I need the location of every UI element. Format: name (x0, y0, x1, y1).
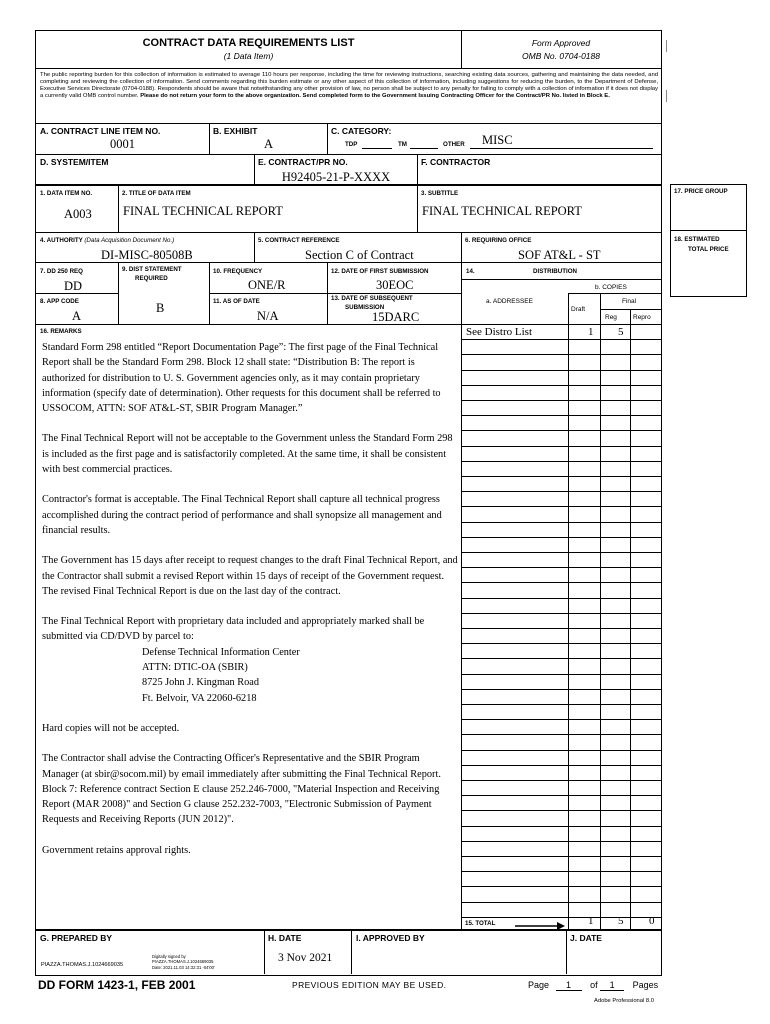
grid-row-line (461, 339, 661, 340)
block-e-label: E. CONTRACT/PR NO. (258, 157, 348, 167)
authority-note: (Data Acquisition Document No.) (84, 237, 175, 244)
data-item-subtitle: FINAL TECHNICAL REPORT (422, 204, 582, 218)
data-item-number: A003 (64, 207, 92, 221)
estimated-label: 18. ESTIMATED (674, 236, 720, 243)
as-of-date-value: N/A (257, 309, 279, 323)
remark-paragraph: The Government has 15 days after receipt to request changes to the draft Final Technical Report, and the Contractor shall submit a revised Report within 15 days of receipt of the Government request. The revised Final Technical Report is due on the last day of the contract. (42, 555, 458, 597)
remark-paragraph: The Contractor shall advise the Contracting Officer's Representative and the SBIR Program Manager (at sbir@socom.mil) by email immediately after submitting the Final Technical Report. (42, 753, 441, 780)
form-approved: Form Approved (531, 38, 591, 48)
block-b-label: B. EXHIBIT (213, 126, 258, 136)
grid-row-line (461, 795, 661, 796)
total-arrow (515, 918, 565, 936)
burden-text: The public reporting burden for this collection of information is estimated to average 110 hours per response, including the time for reviewing instructions, searching existing data sources, gathering and maintaining the data needed, and completing and reviewing the collection of information. Send comments regarding this burden estimate or any other aspect of this collection of information, including suggestions for reducing the burden, to the Department of Defense, Executive Services Directorate (0704-0188). Respondents should be aware that notwithstanding any other provision of law, no person shall be subject to any penalty for failing to comply with a collection of information if it does not display a currently valid OMB control number. (40, 72, 658, 100)
rule (566, 929, 567, 974)
grid-row-line (461, 856, 661, 857)
grid-row-line (461, 491, 661, 492)
rule (35, 184, 661, 186)
rule (118, 185, 119, 232)
tm-line (410, 148, 438, 149)
grid-row-line (461, 582, 661, 583)
header-divider (461, 30, 462, 68)
grid-row-line (461, 476, 661, 477)
item-9-label: 9. DIST STATEMENT (122, 266, 182, 273)
remark-paragraph: Standard Form 298 entitled “Report Documentation Page”: The first page of the Final Technical Report shall be the Standard Form 298. Block 12 shall state: “Distribution B: The report is authorized for distribution to U. S. Government agencies only, as it may contain proprietary information (specify date of determination). Other requests for this document shall be referred to USSOCOM, ATTN: SOF AT&L-ST, SBIR Program Manager.” (42, 342, 441, 415)
authority-label: 4. AUTHORITY (40, 237, 83, 244)
dist-statement-value: B (156, 301, 165, 315)
item-12-label: 12. DATE OF FIRST SUBMISSION (331, 268, 429, 275)
remark-paragraph: The Final Technical Report will not be acceptable to the Government unless the Standard Form 298 is included as the first page and is satisfactorily completed. At the same time, it shall be consistent with best commercial practices. (42, 433, 453, 476)
burden-statement (40, 72, 658, 100)
remark-paragraph: Contractor's format is acceptable. The Final Technical Report shall capture all technical progress accomplished during the contract period of performance and shall synopsize all management and financial results. (42, 494, 442, 536)
form-subtitle: (1 Data Item) (223, 51, 274, 61)
remarks-label: 16. REMARKS (40, 328, 82, 335)
g-label: G. PREPARED BY (40, 933, 113, 943)
repro-heading: Repro (633, 314, 651, 321)
grid-row-line (461, 886, 661, 887)
item-13-submission: SUBMISSION (345, 304, 385, 311)
grid-row-line (461, 765, 661, 766)
grid-row-line (461, 370, 661, 371)
of-word: of (590, 980, 598, 990)
grid-row-line (461, 598, 661, 599)
total-price-label: TOTAL PRICE (688, 246, 729, 253)
total-repro: 0 (649, 915, 655, 927)
grid-row-line (461, 750, 661, 751)
app-code-value: A (72, 309, 82, 323)
adobe-note: Adobe Professional 8.0 (594, 998, 654, 1004)
rule (417, 185, 418, 232)
grid-column-line (630, 309, 631, 929)
item-1-label: 1. DATA ITEM NO. (40, 190, 93, 197)
requiring-office-value: SOF AT&L - ST (518, 248, 601, 262)
rule (461, 279, 661, 280)
total-label: 15. TOTAL (465, 920, 496, 927)
item-7-label: 7. DD 250 REQ (40, 268, 83, 275)
grid-row-line (461, 446, 661, 447)
grid-row-line (461, 826, 661, 827)
margin-mark (666, 90, 667, 102)
category-other: OTHER (443, 141, 465, 148)
authority-value: DI-MISC-80508B (101, 248, 193, 262)
category-value: MISC (482, 133, 513, 147)
grid-row-line (461, 674, 661, 675)
block-e-value: H92405-21-P-XXXX (281, 170, 391, 184)
item-14-label: 14. (466, 268, 475, 275)
h-label: H. DATE (268, 933, 302, 943)
address-line: Ft. Belvoir, VA 22060-6218 (142, 692, 257, 704)
rule (670, 230, 747, 231)
grid-row-line (461, 902, 661, 903)
grid-row-line (461, 643, 661, 644)
distro-addressee: See Distro List (466, 326, 532, 338)
total-draft: 1 (588, 915, 594, 927)
rule (568, 293, 661, 294)
rule (461, 232, 462, 262)
address-line: ATTN: DTIC-OA (SBIR) (142, 662, 248, 674)
omb-number: OMB No. 0704-0188 (522, 51, 600, 61)
remarks-divider (461, 324, 462, 929)
distribution-heading: DISTRIBUTION (533, 268, 577, 275)
grid-row-line (461, 567, 661, 568)
grid-column-line (568, 293, 569, 929)
address-line: 8725 John J. Kingman Road (142, 677, 259, 689)
price-group-label: 17. PRICE GROUP (674, 188, 728, 195)
total-reg: 5 (618, 915, 624, 927)
first-submission-value: 30EOC (376, 278, 414, 292)
remark-paragraph: Hard copies will not be accepted. (42, 722, 180, 734)
page-number: 1 (556, 980, 582, 991)
subsequent-submission-value: 15DARC (372, 310, 420, 324)
rule (254, 232, 255, 262)
item-9-required: REQUIRED (135, 275, 168, 282)
item-2-label: 2. TITLE OF DATA ITEM (122, 190, 191, 197)
grid-row-line (461, 871, 661, 872)
distro-draft: 1 (588, 326, 594, 338)
distro-reg: 5 (618, 326, 624, 338)
rule (35, 123, 661, 124)
other-line (470, 148, 653, 149)
page-indicator (528, 980, 658, 991)
block-d-label: D. SYSTEM/ITEM (40, 157, 109, 167)
form-id: DD FORM 1423-1, FEB 2001 (38, 978, 196, 992)
form-title: CONTRACT DATA REQUIREMENTS LIST (142, 37, 355, 49)
grid-row-line (461, 415, 661, 416)
rule (327, 123, 328, 154)
remarks-body (42, 340, 458, 858)
final-heading: Final (622, 298, 637, 305)
grid-row-line (461, 613, 661, 614)
margin-mark (666, 40, 667, 52)
grid-row-line (461, 400, 661, 401)
category-tm: TM (398, 141, 407, 148)
data-item-title: FINAL TECHNICAL REPORT (123, 204, 283, 218)
addressee-heading: a. ADDRESSEE (486, 298, 533, 305)
grid-row-line (461, 719, 661, 720)
remark-paragraph: Block 7: Reference contract Section E clause 252.246-7000, "Material Inspection and Receiving Report (MAR 2008)" and Section G clause 252.232-7003, "Electronic Submission of Payment Requests and Receiving Reports (JUN 2012)". (42, 783, 440, 826)
signature-line: Date: 2021.11.03 14:32:31 -04'00' (152, 964, 215, 970)
rule (35, 68, 661, 69)
category-tdp: TDP (345, 141, 358, 148)
prepared-date: 3 Nov 2021 (278, 952, 333, 964)
item-8-label: 8. APP CODE (40, 298, 79, 305)
draft-heading: Draft (571, 306, 586, 313)
grid-row-line (461, 354, 661, 355)
signature-line: PIAZZA.THOMAS.J.1024669035 (152, 959, 214, 965)
rule (35, 262, 661, 263)
page-total: 1 (600, 980, 624, 991)
grid-row-line (461, 506, 661, 507)
grid-row-line (461, 689, 661, 690)
rule (35, 232, 661, 233)
item-3-label: 3. SUBTITLE (421, 190, 459, 197)
grid-row-line (461, 704, 661, 705)
block-a-label: A. CONTRACT LINE ITEM NO. (40, 126, 161, 136)
reg-heading: Reg (605, 314, 617, 321)
grid-row-line (461, 658, 661, 659)
item-10-label: 10. FREQUENCY (213, 268, 263, 275)
rule (417, 154, 418, 184)
block-a-value: 0001 (110, 137, 135, 151)
dd250-value: DD (64, 279, 83, 293)
grid-row-line (461, 461, 661, 462)
address-line: Defense Technical Information Center (142, 646, 300, 658)
grid-row-line (461, 430, 661, 431)
burden-bold-text: Please do not return your form to the above organization. Send completed form to the Government Issuing Contracting Officer for the Contract/PR No. listed in Block E. (140, 93, 610, 100)
prepared-by-name: PIAZZA.THOMAS.J.1024669035 (41, 962, 124, 968)
grid-row-line (461, 522, 661, 523)
item-13-label: 13. DATE OF SUBSEQUENT (331, 295, 413, 302)
grid-row-line (461, 810, 661, 811)
block-c-label: C. CATEGORY: (331, 126, 392, 136)
grid-column-line (600, 293, 601, 929)
rule (351, 929, 352, 974)
previous-edition: PREVIOUS EDITION MAY BE USED. (292, 980, 447, 990)
rule (264, 929, 265, 974)
rule (209, 293, 461, 294)
grid-row-line (461, 628, 661, 629)
tdp-line (362, 148, 392, 149)
item-5-label: 5. CONTRACT REFERENCE (258, 237, 340, 244)
item-4-label (40, 237, 174, 244)
pages-word: Pages (632, 980, 659, 990)
item-11-label: 11. AS OF DATE (213, 298, 260, 305)
signature-line: Digitally signed by (152, 954, 186, 959)
grid-row-line (461, 780, 661, 781)
grid-row-line (461, 841, 661, 842)
remark-paragraph: Government retains approval rights. (42, 844, 191, 856)
frequency-value: ONE/R (248, 278, 286, 292)
rule (35, 929, 661, 931)
item-6-label: 6. REQUIRING OFFICE (465, 237, 532, 244)
grid-row-line (461, 734, 661, 735)
i-label: I. APPROVED BY (356, 933, 425, 943)
grid-row-line (461, 385, 661, 386)
remark-paragraph: The Final Technical Report with proprietary data included and appropriately marked shall be submitted via CD/DVD by parcel to: (42, 616, 425, 643)
rule (35, 154, 661, 155)
grid-column-line (661, 262, 662, 929)
block-b-value: A (263, 137, 274, 151)
copies-heading: b. COPIES (595, 284, 627, 291)
digital-signature (152, 954, 215, 970)
page-word: Page (528, 980, 550, 990)
j-label: J. DATE (570, 933, 602, 943)
grid-row-line (461, 552, 661, 553)
block-f-label: F. CONTRACTOR (421, 157, 491, 167)
grid-row-line (461, 537, 661, 538)
contract-reference-value: Section C of Contract (305, 248, 414, 262)
